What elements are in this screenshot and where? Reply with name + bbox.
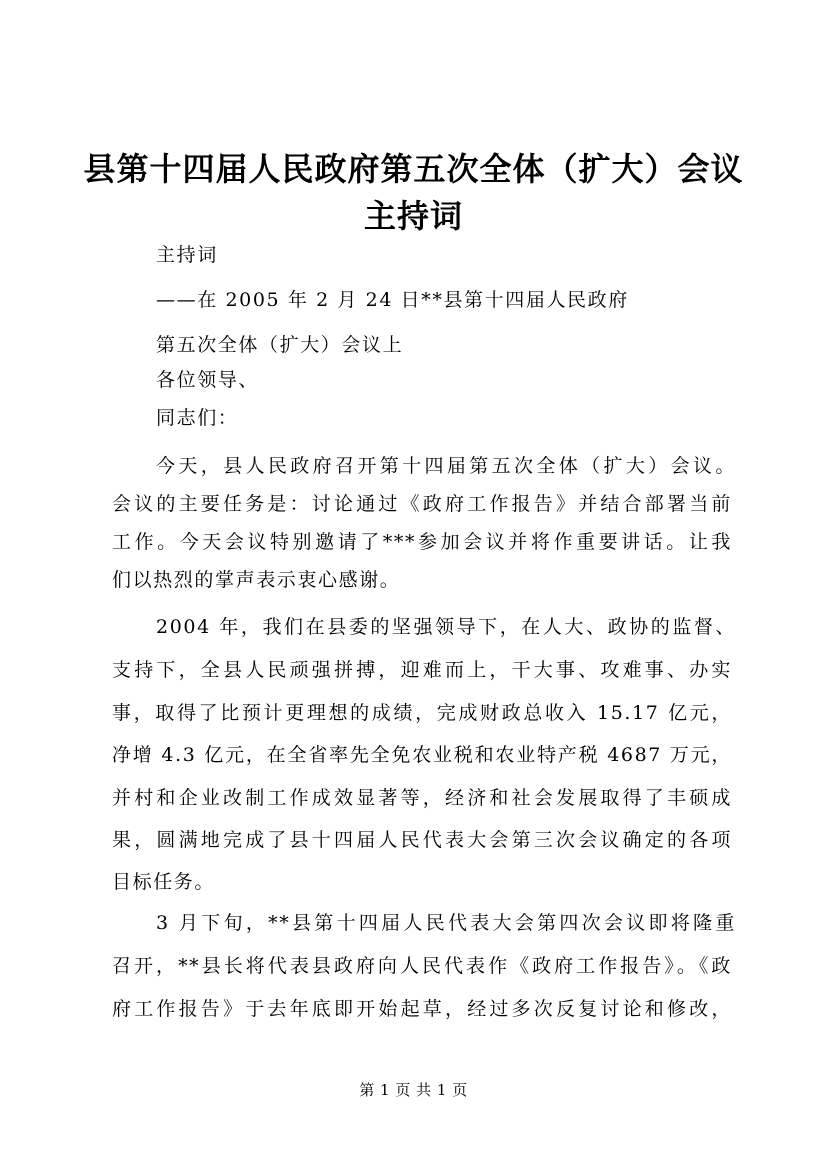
paragraph-line: 会议的主要任务是：讨论通过《政府工作报告》并结合部署当前 <box>112 493 732 515</box>
subtitle-occasion-line-2: 第五次全体（扩大）会议上 <box>156 334 404 356</box>
paragraph-line: 今天，县人民政府召开第十四届第五次全体（扩大）会议。 <box>156 455 736 477</box>
page-footer: 第 1 页 共 1 页 <box>359 1081 468 1099</box>
paragraph-line: 工作。今天会议特别邀请了***参加会议并将作重要讲话。让我 <box>112 531 732 553</box>
subtitle-label: 主持词 <box>156 244 218 266</box>
paragraph-line: 净增 4.3 亿元，在全省率先全免农业税和农业特产税 4687 万元， <box>112 744 732 766</box>
paragraph-line: 果，圆满地完成了县十四届人民代表大会第三次会议确定的各项 <box>112 829 732 851</box>
paragraph-line: 们以热烈的掌声表示衷心感谢。 <box>112 569 401 591</box>
paragraph-line: 目标任务。 <box>112 871 216 893</box>
paragraph-line: 并村和企业改制工作成效显著等，经济和社会发展取得了丰硕成 <box>112 787 732 809</box>
document-title-line-1: 县第十四届人民政府第五次全体（扩大）会议 <box>83 150 744 188</box>
document-title-line-2: 主持词 <box>363 197 463 235</box>
paragraph-line: 府工作报告》于去年底即开始起草，经过多次反复讨论和修改， <box>112 998 732 1020</box>
salutation-line-1: 各位领导、 <box>156 369 260 391</box>
subtitle-occasion-line-1: ——在 2005 年 2 月 24 日**县第十四届人民政府 <box>156 289 629 311</box>
paragraph-line: 召开，**县长将代表县政府向人民代表作《政府工作报告》。《政 <box>112 955 732 977</box>
paragraph-line: 3 月下旬，**县第十四届人民代表大会第四次会议即将隆重 <box>156 912 736 934</box>
paragraph-line: 事，取得了比预计更理想的成绩，完成财政总收入 15.17 亿元， <box>112 702 732 724</box>
salutation-line-2: 同志们： <box>156 407 239 429</box>
paragraph-line: 支持下，全县人民顽强拼搏，迎难而上，干大事、攻难事、办实 <box>112 659 732 681</box>
paragraph-line: 2004 年，我们在县委的坚强领导下，在人大、政协的监督、 <box>156 616 736 638</box>
